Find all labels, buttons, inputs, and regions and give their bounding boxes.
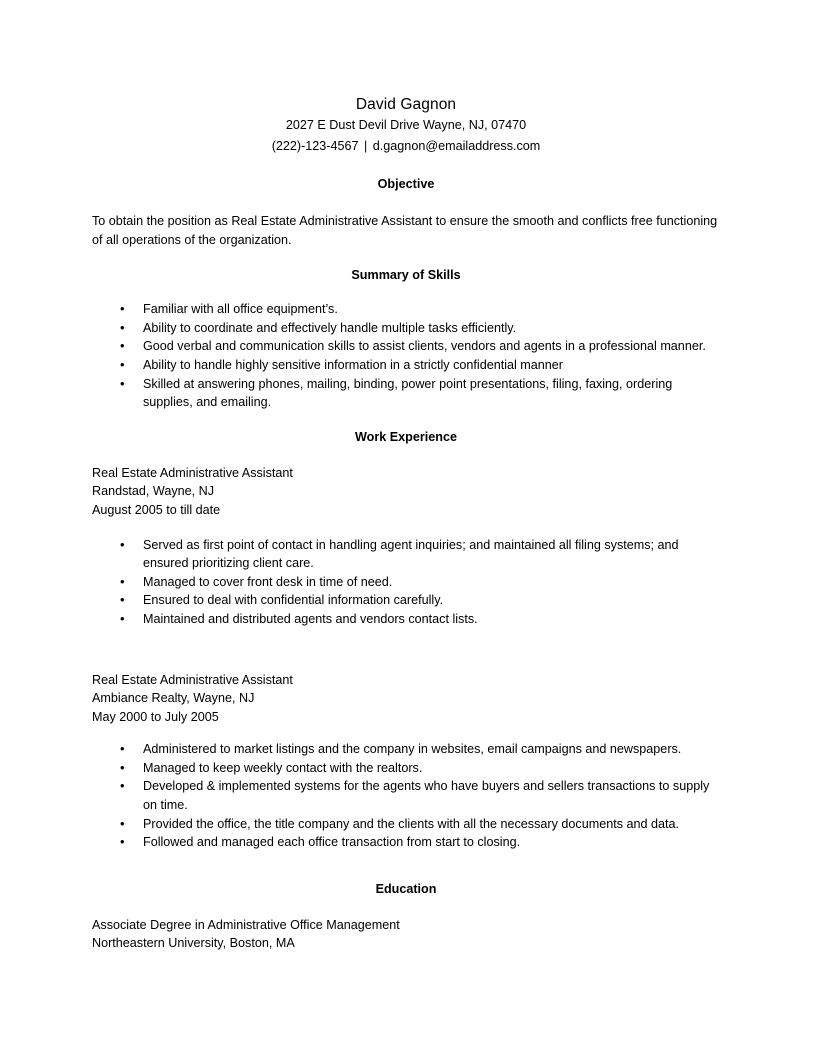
job-entry — [92, 671, 720, 727]
section-heading-skills: Summary of Skills — [351, 268, 461, 283]
list-item: • Good verbal and communication skills to assist clients, vendors and agents in a professional manner. — [92, 337, 720, 356]
objective-text: To obtain the position as Real Estate Administrative Assistant to ensure the smooth and conflicts free functioning of all operations of the organization. — [92, 214, 718, 247]
list-item: • Served as first point of contact in handling agent inquiries; and maintained all filing systems; and ensured prioritizing client care. — [92, 536, 720, 573]
list-item: • Skilled at answering phones, mailing, binding, power point presentations, filing, faxing, ordering supplies, and emailing. — [92, 375, 720, 412]
job-dates: August 2005 to till date — [92, 502, 221, 517]
list-item: • Familiar with all office equipment’s. — [92, 300, 720, 319]
list-item: • Managed to keep weekly contact with the realtors. — [92, 759, 720, 778]
job-employer: Randstad, Wayne, NJ — [92, 484, 215, 499]
candidate-name: David Gagnon — [355, 96, 457, 113]
job-title: Real Estate Administrative Assistant — [92, 465, 293, 480]
list-item: • Maintained and distributed agents and vendors contact lists. — [92, 610, 720, 629]
job-duties-list — [92, 536, 720, 629]
list-item: • Provided the office, the title company and the clients with all the necessary documents and data. — [92, 815, 720, 834]
job-spacer — [92, 629, 720, 653]
education-entry — [92, 916, 720, 953]
section-heading-work-experience: Work Experience — [355, 429, 457, 444]
job-entry — [92, 464, 720, 520]
list-item: • Administered to market listings and the company in websites, email campaigns and newspapers. — [92, 740, 720, 759]
education-degree: Associate Degree in Administrative Office Management — [92, 917, 400, 932]
education-school: Northeastern University, Boston, MA — [92, 936, 295, 951]
list-item: • Followed and managed each office transaction from start to closing. — [92, 833, 720, 852]
job-title: Real Estate Administrative Assistant — [92, 672, 293, 687]
candidate-phone: (222)-123-4567 — [271, 139, 359, 153]
candidate-email: d.gagnon@emailaddress.com — [372, 139, 541, 153]
job-dates: May 2000 to July 2005 — [92, 709, 219, 724]
section-heading-objective: Objective — [377, 177, 435, 191]
contact-separator: | — [364, 139, 368, 153]
list-item: • Ability to coordinate and effectively handle multiple tasks efficiently. — [92, 319, 720, 338]
candidate-address: 2027 E Dust Devil Drive Wayne, NJ, 07470 — [285, 118, 527, 132]
list-item: • Developed & implemented systems for the agents who have buyers and sellers transactions to supply on time. — [92, 777, 720, 814]
resume-header — [92, 0, 720, 157]
job-duties-list — [92, 740, 720, 852]
resume-content — [92, 0, 720, 953]
list-item: • Managed to cover front desk in time of need. — [92, 573, 720, 592]
job-employer: Ambiance Realty, Wayne, NJ — [92, 691, 255, 706]
list-item: • Ability to handle highly sensitive information in a strictly confidential manner — [92, 356, 720, 375]
list-item: • Ensured to deal with confidential information carefully. — [92, 591, 720, 610]
skills-list — [92, 300, 720, 412]
candidate-contact-line — [92, 136, 720, 157]
section-heading-education: Education — [375, 881, 437, 896]
